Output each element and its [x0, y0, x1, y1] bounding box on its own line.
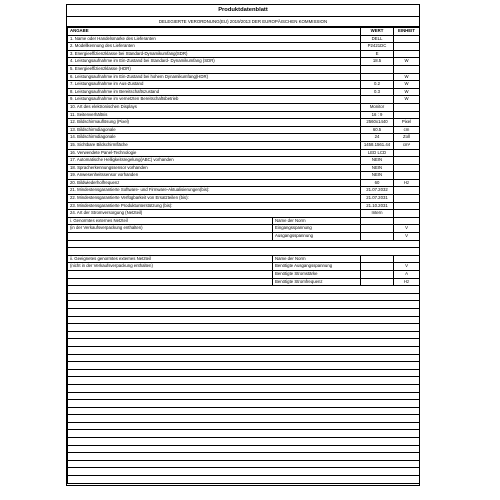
- row-value: Intern: [361, 210, 394, 218]
- blank-cell: [68, 293, 420, 301]
- row-label: 20. Bildwiederholfrequenz: [68, 179, 361, 187]
- row-unit: cm²: [394, 141, 420, 149]
- row-unit: W: [394, 58, 420, 66]
- row-unit: Pixel: [394, 119, 420, 127]
- table-row: [68, 187, 420, 195]
- blank-row: [68, 354, 420, 362]
- row-value: 0.2: [361, 81, 394, 89]
- blank-cell: [68, 240, 420, 248]
- row-value: 60.5: [361, 126, 394, 134]
- blank-row: [68, 369, 420, 377]
- row-unit: Hz: [394, 179, 420, 187]
- row-label: 18. Spracherkennungssensor vorhanden: [68, 164, 361, 172]
- blank-cell: [68, 476, 420, 484]
- blank-cell: [68, 430, 420, 438]
- blank-row: [68, 392, 420, 400]
- row-label: 5. Energieeffizienzklasse (HDR): [68, 65, 361, 73]
- blank-cell: [68, 369, 420, 377]
- row-value: 24: [361, 134, 394, 142]
- blank-row: [68, 438, 420, 446]
- psu-field-unit: [394, 255, 420, 263]
- blank-cell: [68, 377, 420, 385]
- row-label: 21. Mindestensgarantierte Software- und Firmware-Aktualisierungen(bis):: [68, 187, 361, 195]
- blank-row: [68, 308, 420, 316]
- psu-row: [68, 255, 420, 263]
- psu-row: [68, 217, 420, 225]
- table-row: [68, 58, 420, 66]
- psu-field-value: [361, 255, 394, 263]
- row-value: 21.07.2032: [361, 187, 394, 195]
- blank-cell: [68, 339, 420, 347]
- blank-cell: [68, 392, 420, 400]
- blank-row: [68, 240, 420, 248]
- psu-section-label: [68, 233, 273, 241]
- blank-row: [68, 339, 420, 347]
- table-row: [68, 157, 420, 165]
- table-row: [68, 179, 420, 187]
- psu-field-value: [361, 271, 394, 279]
- data-table: [67, 27, 420, 484]
- blank-row: [68, 430, 420, 438]
- row-value: Monitor: [361, 103, 394, 111]
- psu-field-name: Benötigte Stromfrequenz: [273, 278, 361, 286]
- psu-field-unit: [394, 217, 420, 225]
- table-row: [68, 202, 420, 210]
- row-value: [361, 65, 394, 73]
- psu-field-value: [361, 217, 394, 225]
- blank-row: [68, 346, 420, 354]
- row-value: 0.3: [361, 88, 394, 96]
- row-unit: W: [394, 73, 420, 81]
- row-value: 16 : 9: [361, 111, 394, 119]
- blank-row: [68, 445, 420, 453]
- blank-row: [68, 400, 420, 408]
- table-row: [68, 35, 420, 43]
- row-value: 60: [361, 179, 394, 187]
- row-value: 18.5: [361, 58, 394, 66]
- blank-row: [68, 301, 420, 309]
- row-label: 4. Leistungsaufnahme im Ein-Zustand bei Standard- Dynamikumfang (SDR): [68, 58, 361, 66]
- blank-row: [68, 377, 420, 385]
- blank-row: [68, 460, 420, 468]
- psu-row: [68, 263, 420, 271]
- psu-section-label: [68, 271, 273, 279]
- blank-cell: [68, 362, 420, 370]
- blank-row: [68, 407, 420, 415]
- blank-cell: [68, 460, 420, 468]
- row-label: 12. Bildschirmauflösung (Pixel): [68, 119, 361, 127]
- psu-field-value: [361, 263, 394, 271]
- row-unit: [394, 35, 420, 43]
- row-label: 2. Modellkennung des Lieferanten: [68, 43, 361, 51]
- blank-cell: [68, 301, 420, 309]
- row-value: NEIN: [361, 157, 394, 165]
- row-value: E: [361, 50, 394, 58]
- row-label: 19. Anwesenheitssensor vorhanden: [68, 172, 361, 180]
- row-value: 1458.1561.44: [361, 141, 394, 149]
- row-value: 2560x1440: [361, 119, 394, 127]
- psu-field-value: [361, 233, 394, 241]
- row-unit: W: [394, 81, 420, 89]
- blank-cell: [68, 468, 420, 476]
- psu-row: [68, 225, 420, 233]
- table-row: [68, 195, 420, 203]
- row-label: 6. Leistungsaufnahme im Ein-Zustand bei hohem Dynamikumfang(HDR): [68, 73, 361, 81]
- blank-cell: [68, 422, 420, 430]
- psu-field-name: Name der Norm: [273, 217, 361, 225]
- blank-cell: [68, 407, 420, 415]
- row-value: [361, 96, 394, 104]
- blank-cell: [68, 453, 420, 461]
- row-label: 17. Automatische Helligkeitsregelung(ABC) vorhanden: [68, 157, 361, 165]
- table-row: [68, 50, 420, 58]
- row-unit: W: [394, 96, 420, 104]
- blank-cell: [68, 400, 420, 408]
- psu-field-value: [361, 278, 394, 286]
- blank-cell: [68, 286, 420, 294]
- blank-row: [68, 324, 420, 332]
- product-data-sheet: [66, 4, 420, 486]
- blank-cell: [68, 438, 420, 446]
- blank-cell: [68, 415, 420, 423]
- table-row: [68, 164, 420, 172]
- table-row: [68, 111, 420, 119]
- blank-row: [68, 453, 420, 461]
- blank-cell: [68, 308, 420, 316]
- blank-row: [68, 286, 420, 294]
- table-row: [68, 96, 420, 104]
- header-einheit: EINHEIT: [394, 28, 420, 36]
- table-row: [68, 149, 420, 157]
- row-label: 8. Leistungsaufnahme im Bereitschaftszustand: [68, 88, 361, 96]
- blank-cell: [68, 445, 420, 453]
- row-label: 10. Art des elektronischen Displays: [68, 103, 361, 111]
- sheet-title: Produktdatenblatt: [67, 5, 419, 17]
- row-label: 1. Name oder Handelsmarke des Lieferanten: [68, 35, 361, 43]
- row-unit: [394, 202, 420, 210]
- blank-row: [68, 248, 420, 256]
- row-unit: [394, 50, 420, 58]
- row-label: 7. Leistungsaufnahme im Aus-Zustand: [68, 81, 361, 89]
- psu-field-unit: V: [394, 225, 420, 233]
- row-label: 15. Sichtbare Bildschirmfläche: [68, 141, 361, 149]
- table-row: [68, 126, 420, 134]
- psu-field-unit: V: [394, 233, 420, 241]
- row-unit: W: [394, 88, 420, 96]
- psu-row: [68, 233, 420, 241]
- row-label: 14. Bildschirmdiagonale: [68, 134, 361, 142]
- table-row: [68, 65, 420, 73]
- row-label: 3. Energieeffizienzklasse bei Standard-Dynamikumfang(SDR): [68, 50, 361, 58]
- psu-section-label: (in der Verkaufsverpackung enthalten): [68, 225, 273, 233]
- psu-field-unit: A: [394, 271, 420, 279]
- table-row: [68, 134, 420, 142]
- row-unit: [394, 103, 420, 111]
- table-row: [68, 73, 420, 81]
- row-unit: [394, 149, 420, 157]
- blank-cell: [68, 316, 420, 324]
- row-unit: [394, 65, 420, 73]
- header-row: [68, 28, 420, 36]
- row-label: 23. Mindestensgarantierte Produktunterstützung (bis):: [68, 202, 361, 210]
- row-label: 13. Bildschirmdiagonale: [68, 126, 361, 134]
- blank-row: [68, 415, 420, 423]
- row-unit: [394, 111, 420, 119]
- row-value: NEIN: [361, 164, 394, 172]
- blank-row: [68, 422, 420, 430]
- psu-field-value: [361, 225, 394, 233]
- blank-cell: [68, 354, 420, 362]
- header-angabe: ANGABE: [68, 28, 361, 36]
- blank-cell: [68, 346, 420, 354]
- blank-row: [68, 316, 420, 324]
- psu-section-label: [68, 278, 273, 286]
- table-row: [68, 103, 420, 111]
- row-label: 9. Leistungsaufnahme im vernetzten Bereitschaftsbetrieb: [68, 96, 361, 104]
- psu-field-name: Benötigte Ausgangsspannung: [273, 263, 361, 271]
- blank-cell: [68, 248, 420, 256]
- psu-field-name: Name der Norm: [273, 255, 361, 263]
- table-row: [68, 119, 420, 127]
- row-unit: [394, 187, 420, 195]
- psu-section-label: ii. Geeignetes genormtes externes Netzteil: [68, 255, 273, 263]
- psu-field-unit: Hz: [394, 278, 420, 286]
- row-label: 16. Verwendete Panel-Technologie: [68, 149, 361, 157]
- row-unit: [394, 164, 420, 172]
- psu-row: [68, 278, 420, 286]
- row-value: 21.07.2031: [361, 195, 394, 203]
- psu-field-unit: V: [394, 263, 420, 271]
- blank-row: [68, 468, 420, 476]
- sheet-subtitle: DELEGIERTE VERORDNUNG(EU) 2019/2013 DER EUROPÄISCHEN KOMMISSION: [67, 17, 419, 27]
- row-unit: cm: [394, 126, 420, 134]
- row-unit: [394, 210, 420, 218]
- blank-row: [68, 293, 420, 301]
- table-row: [68, 43, 420, 51]
- table-row: [68, 141, 420, 149]
- psu-field-name: Benötigte Stromstärke: [273, 271, 361, 279]
- table-row: [68, 88, 420, 96]
- row-value: 21.10.2031: [361, 202, 394, 210]
- row-value: P2421DC: [361, 43, 394, 51]
- row-unit: Zoll: [394, 134, 420, 142]
- blank-cell: [68, 324, 420, 332]
- table-row: [68, 81, 420, 89]
- row-value: LED LCD: [361, 149, 394, 157]
- blank-row: [68, 362, 420, 370]
- row-unit: [394, 172, 420, 180]
- blank-row: [68, 384, 420, 392]
- row-unit: [394, 195, 420, 203]
- row-label: 11. Seitenverhältnis: [68, 111, 361, 119]
- blank-row: [68, 476, 420, 484]
- psu-field-name: Eingangsspannung: [273, 225, 361, 233]
- header-wert: WERT: [361, 28, 394, 36]
- psu-section-label: i. Genormtes externes Netzteil: [68, 217, 273, 225]
- row-label: 24. Art der Stromversorgung (Netzteil): [68, 210, 361, 218]
- table-row: [68, 210, 420, 218]
- psu-field-name: Ausgangsspannung: [273, 233, 361, 241]
- row-unit: [394, 43, 420, 51]
- row-value: DELL: [361, 35, 394, 43]
- blank-cell: [68, 384, 420, 392]
- row-unit: [394, 157, 420, 165]
- blank-row: [68, 331, 420, 339]
- psu-row: [68, 271, 420, 279]
- row-value: NEIN: [361, 172, 394, 180]
- table-row: [68, 172, 420, 180]
- blank-cell: [68, 331, 420, 339]
- row-value: [361, 73, 394, 81]
- row-label: 22. Mindestensgarantierte Verfügbarkeit von Ersatzteilen (bis):: [68, 195, 361, 203]
- psu-section-label: (nicht in der Verkaufsverpackung enthalten): [68, 263, 273, 271]
